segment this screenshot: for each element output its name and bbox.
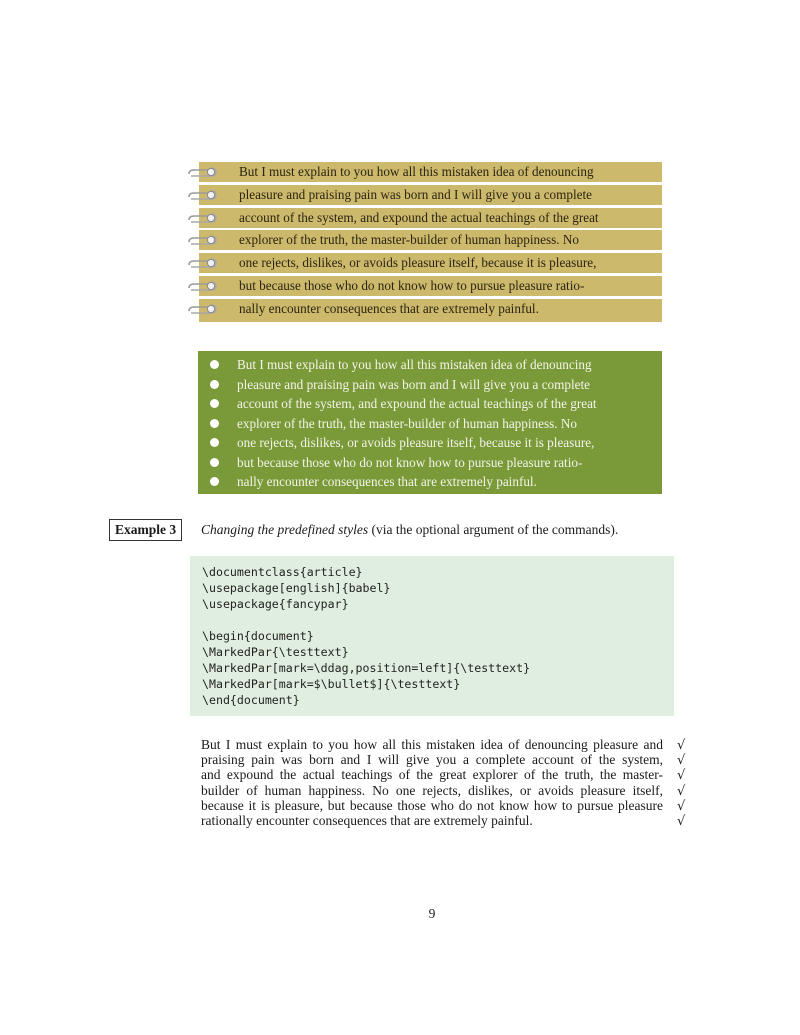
paperclip-marked-paragraph xyxy=(199,162,662,322)
paperclip-icon xyxy=(187,212,219,224)
code-line: \usepackage{fancypar} xyxy=(202,597,349,611)
paperclip-icon xyxy=(187,234,219,246)
paragraph-line-text: nally encounter consequences that are extremely painful. xyxy=(237,474,537,489)
paperclip-icon xyxy=(187,166,219,178)
code-line: \end{document} xyxy=(202,693,300,707)
paragraph-bottom-strip xyxy=(199,319,662,322)
paragraph-line-text: pleasure and praising pain was born and I will give you a complete xyxy=(237,376,591,392)
bullet-marked-paragraph xyxy=(198,351,662,494)
paragraph-line-text: but because those who do not know how to pursue pleasure ratio- xyxy=(237,454,583,470)
paragraph-line: rationally encounter consequences that are extremely painful. xyxy=(201,813,533,828)
paragraph-line-text: but because those who do not know how to pursue pleasure ratio- xyxy=(239,277,585,293)
bullet-icon xyxy=(210,477,219,486)
code-line: \MarkedPar[mark=\ddag,position=left]{\testtext} xyxy=(202,661,531,675)
check-mark-icon: √ xyxy=(677,814,686,829)
paperclip-icon xyxy=(187,189,219,201)
code-listing xyxy=(190,556,674,716)
code-line: \MarkedPar{\testtext} xyxy=(202,645,349,659)
check-mark-icon: √ xyxy=(677,768,686,784)
bullet-icon xyxy=(210,438,219,447)
code-line: \begin{document} xyxy=(202,629,314,643)
paragraph-line xyxy=(198,472,662,492)
code-line: \documentclass{article} xyxy=(202,565,363,579)
paragraph-line-text: explorer of the truth, the master-builder of human happiness. No xyxy=(239,232,579,248)
paragraph-line: because it is pleasure, but because those who do not know how to pursue pleasure xyxy=(201,797,663,813)
paragraph-line xyxy=(198,433,662,453)
code-line: \usepackage[english]{babel} xyxy=(202,581,391,595)
paragraph-line xyxy=(198,414,662,434)
paragraph-line-text: account of the system, and expound the actual teachings of the great xyxy=(237,396,597,411)
paperclip-icon xyxy=(187,257,219,269)
bullet-icon xyxy=(210,399,219,408)
paragraph-line: builder of human happiness. No one rejects, dislikes, or avoids pleasure itself, xyxy=(201,782,663,798)
page-number: 9 xyxy=(428,906,436,921)
paragraph-line xyxy=(198,375,662,395)
paragraph-line: and expound the actual teachings of the great explorer of the truth, the master- xyxy=(201,767,663,783)
paperclip-icon xyxy=(187,303,219,315)
check-mark-icon: √ xyxy=(677,783,686,799)
bullet-icon xyxy=(210,380,219,389)
paragraph-line xyxy=(198,453,662,473)
code-line: \MarkedPar[mark=$\bullet$]{\testtext} xyxy=(202,677,461,691)
paragraph-line: praising pain was born and I will give you a complete account of the system, xyxy=(201,752,663,768)
bullet-icon xyxy=(210,419,219,428)
paragraph-line xyxy=(199,162,662,182)
paragraph-line-text: pleasure and praising pain was born and I will give you a complete xyxy=(239,186,593,202)
bullet-icon xyxy=(210,360,219,369)
paragraph-line-text: one rejects, dislikes, or avoids pleasure itself, because it is pleasure, xyxy=(239,255,597,271)
paragraph-line xyxy=(198,394,662,414)
check-mark-icon: √ xyxy=(677,798,686,814)
example-description-rest: (via the optional argument of the commands). xyxy=(368,522,619,537)
paragraph-line-text: one rejects, dislikes, or avoids pleasure itself, because it is pleasure, xyxy=(237,435,595,450)
paragraph-line-text: But I must explain to you how all this mistaken idea of denouncing xyxy=(239,164,594,179)
paragraph-line xyxy=(199,185,662,205)
example-description xyxy=(201,522,618,538)
example-description-italic: Changing the predefined styles xyxy=(201,522,369,537)
paragraph-line-text: But I must explain to you how all this mistaken idea of denouncing xyxy=(237,357,592,372)
paragraph-line xyxy=(199,253,662,273)
paragraph-line-text: nally encounter consequences that are extremely painful. xyxy=(239,300,539,316)
paragraph-line: But I must explain to you how all this mistaken idea of denouncing pleasure and xyxy=(201,737,663,752)
check-mark-icon: √ xyxy=(677,753,686,769)
paperclip-icon xyxy=(187,280,219,292)
check-mark-icon: √ xyxy=(677,738,686,753)
paragraph-line xyxy=(199,299,662,319)
paragraph-line xyxy=(199,230,662,250)
example-label: Example 3 xyxy=(109,519,182,541)
paragraph-line xyxy=(199,276,662,296)
paragraph-line-text: account of the system, and expound the actual teachings of the great xyxy=(239,209,599,225)
bullet-icon xyxy=(210,458,219,467)
paragraph-line xyxy=(198,355,662,375)
paragraph-line xyxy=(199,208,662,228)
paragraph-line-text: explorer of the truth, the master-builder of human happiness. No xyxy=(237,415,577,431)
